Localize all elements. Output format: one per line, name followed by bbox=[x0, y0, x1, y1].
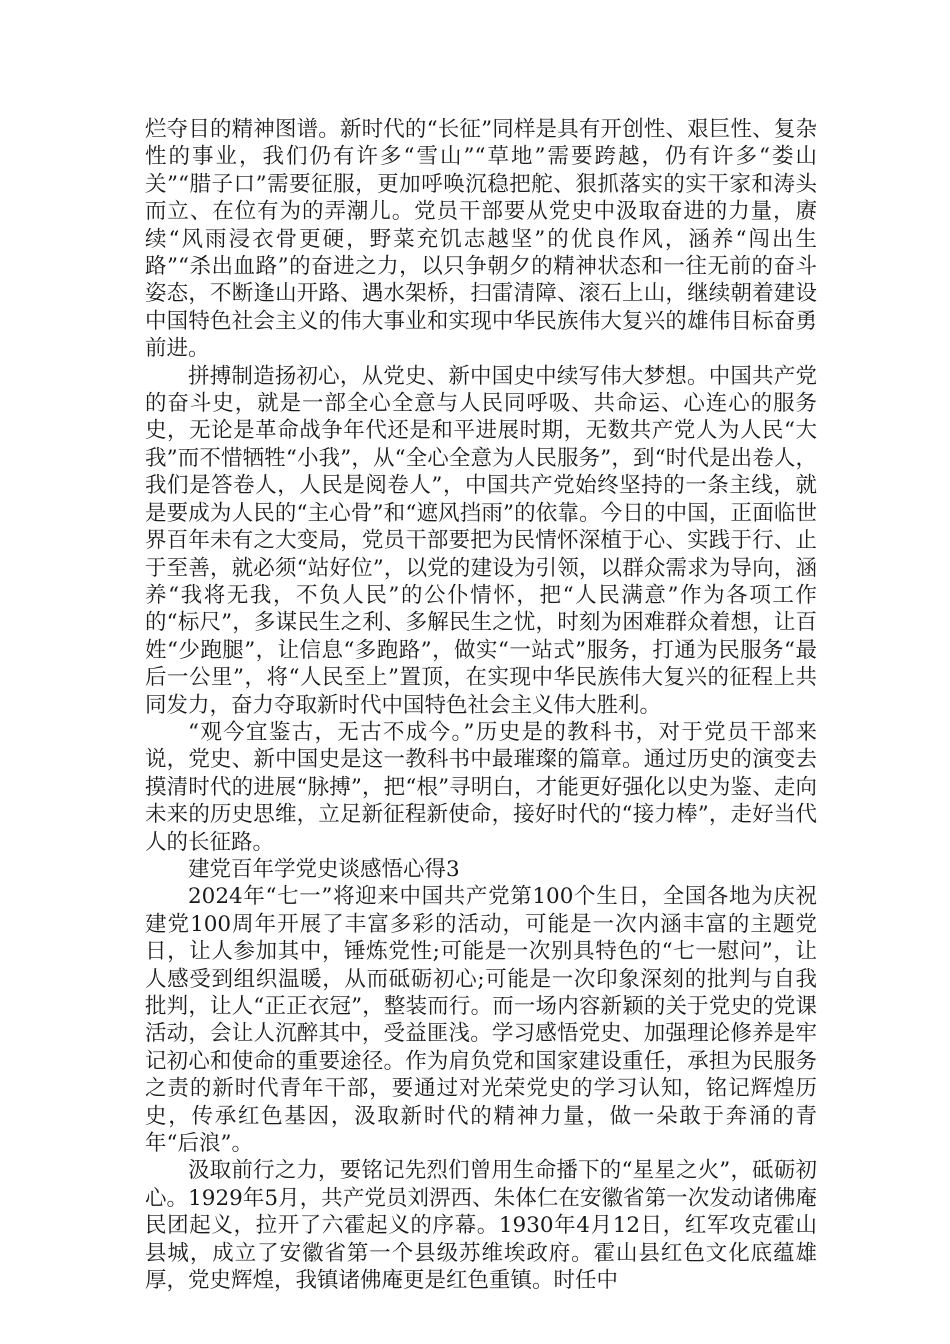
paragraph: “观今宜鉴古，无古不成今。”历史是的教科书，对于党员干部来说，党史、新中国史是这一教科书中最璀璨的篇章。通过历史的演变去摸清时代的进展“脉搏”，把“根”寻明白，才能更好强化以史为鉴、走向未来的历史思维，立足新征程新使命，接好时代的“接力棒”，走好当代人的长征路。 bbox=[145, 719, 817, 855]
paragraph: 2024年“七一”将迎来中国共产党第100个生日，全国各地为庆祝建党100周年开展了丰富多彩的活动，可能是一次内涵丰富的主题党日，让人参加其中，锤炼党性;可能是一次别具特色的“七一慰问”，让人感受到组织温暖，从而砥砺初心;可能是一次印象深刻的批判与自我批判，让人“正正衣冠”，整装而行。而一场内容新颖的关于党史的党课活动，会让人沉醉其中，受益匪浅。学习感悟党史、加强理论修养是牢记初心和使命的重要途径。作为肩负党和国家建设重任，承担为民服务之责的新时代青年干部，要通过对光荣党史的学习认知，铭记辉煌历史，传承红色基因，汲取新时代的精神力量，做一朵敢于奔涌的青年“后浪”。 bbox=[145, 884, 817, 1157]
paragraph: 拼搏制造扬初心，从党史、新中国史中续写伟大梦想。中国共产党的奋斗史，就是一部全心全意与人民同呼吸、共命运、心连心的服务史，无论是革命战争年代还是和平进展时期，无数共产党人为人民“大我”而不惜牺牲“小我”，从“全心全意为人民服务”，到“时代是出卷人，我们是答卷人，人民是阅卷人”，中国共产党始终坚持的一条主线，就是要成为人民的“主心骨”和“遮风挡雨”的依靠。今日的中国，正面临世界百年未有之大变局，党员干部要把为民情怀深植于心、实践于行、止于至善，就必须“站好位”，以党的建设为引领，以群众需求为导向，涵养“我将无我，不负人民”的公仆情怀，把“人民满意”作为各项工作的“标尺”，多谋民生之利、多解民生之忧，时刻为困难群众着想，让百姓“少跑腿”，让信息“多跑路”，做实“一站式”服务，打通为民服务“最后一公里”，将“人民至上”置顶，在实现中华民族伟大复兴的征程上共同发力，奋力夺取新时代中国特色社会主义伟大胜利。 bbox=[145, 363, 817, 718]
section-title: 建党百年学党史谈感悟心得3 bbox=[188, 856, 460, 882]
paragraph-continued: 烂夺目的精神图谱。新时代的“长征”同样是具有开创性、艰巨性、复杂性的事业，我们仍有许多“雪山”“草地”需要跨越，仍有许多“娄山关”“腊子口”需要征服，更加呼唤沉稳把舵、狠抓落实的实干家和涛头而立、在位有为的弄潮儿。党员干部要从党史中汲取奋进的力量，赓续“风雨浸衣骨更硬，野菜充饥志越坚”的优良作风，涵养“闯出生路”“杀出血路”的奋进之力，以只争朝夕的精神状态和一往无前的奋斗姿态，不断逢山开路、遇水架桥，扫雷清障、滚石上山，继续朝着建设中国特色社会主义的伟大事业和实现中华民族伟大复兴的雄伟目标奋勇前进。 bbox=[145, 117, 817, 362]
paragraph: 汲取前行之力，要铭记先烈们曾用生命播下的“星星之火”，砥砺初心。1929年5月，共产党员刘淠西、朱体仁在安徽省第一次发动诸佛庵民团起义，拉开了六霍起义的序幕。1930年4月12日，红军攻克霍山县城，成立了安徽省第一个县级苏维埃政府。霍山县红色文化底蕴雄厚，党史辉煌，我镇诸佛庵更是红色重镇。时任中 bbox=[145, 1158, 817, 1294]
document-page bbox=[145, 116, 817, 1294]
